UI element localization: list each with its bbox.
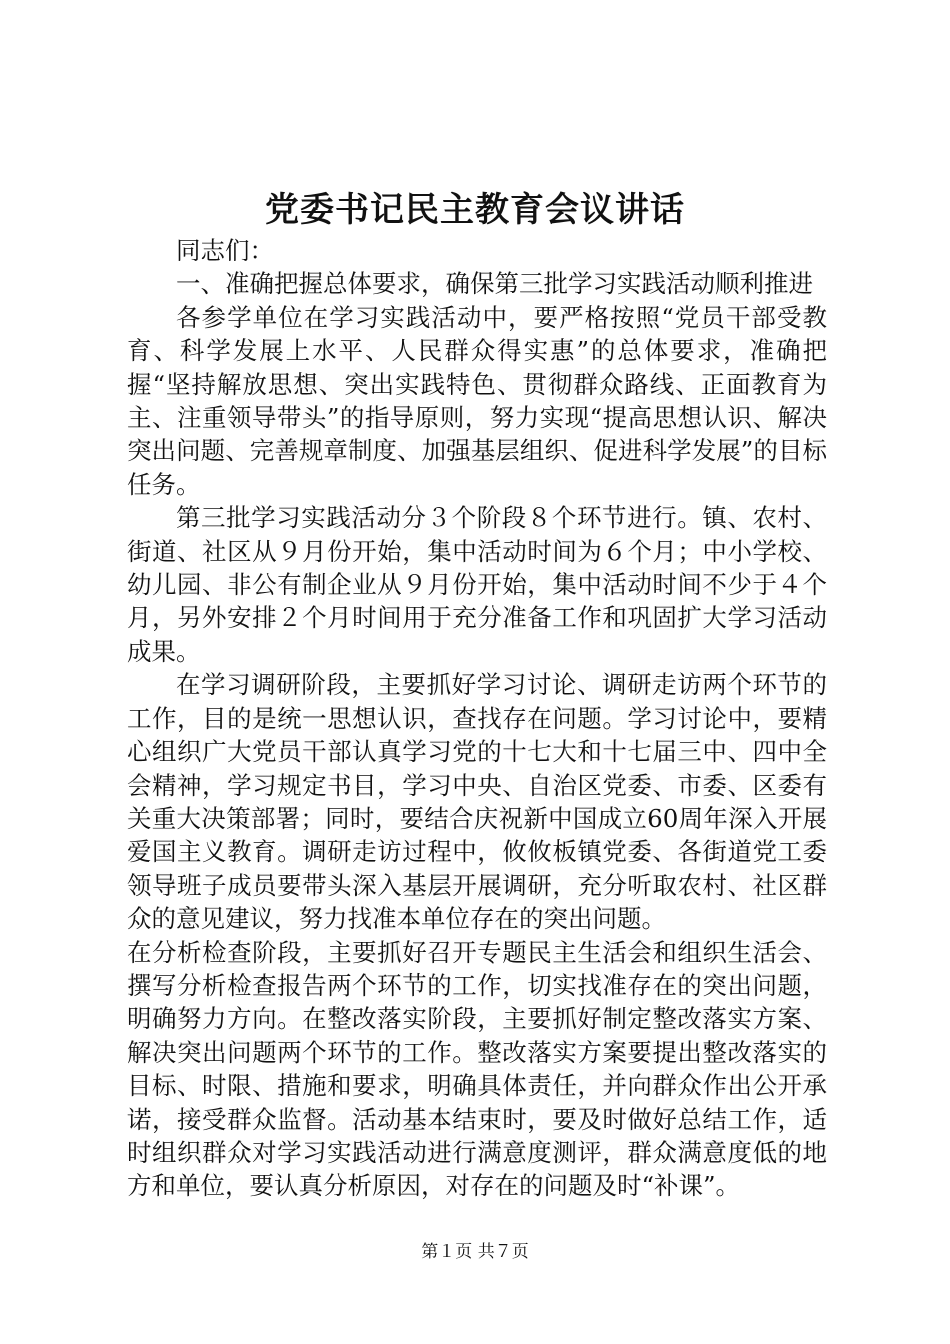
document-body <box>127 234 827 1203</box>
paragraph-4: 在分析检查阶段，主要抓好召开专题民主生活会和组织生活会、撰写分析检查报告两个环节的工作，切实找准存在的突出问题，明确努力方向。在整改落实阶段，主要抓好制定整改落实方案、解决突出问题两个环节的工作。整改落实方案要提出整改落实的目标、时限、措施和要求，明确具体责任，并向群众作出公开承诺，接受群众监督。活动基本结束时，要及时做好总结工作，适时组织群众对学习实践活动进行满意度测评，群众满意度低的地方和单位，要认真分析原因，对存在的问题及时“补课”。 <box>127 937 827 1201</box>
section-heading-1: 一、准确把握总体要求，确保第三批学习实践活动顺利推进 <box>176 269 813 299</box>
paragraph-1: 各参学单位在学习实践活动中，要严格按照“党员干部受教育、科学发展上水平、人民群众得实惠”的总体要求，准确把握“坚持解放思想、突出实践特色、贯彻群众路线、正面教育为主、注重领导带头”的指导原则，努力实现“提高思想认识、解决突出问题、完善规章制度、加强基层组织、促进科学发展”的目标任务。 <box>127 302 827 499</box>
page-number-footer: 第１页 共７页 <box>421 1242 529 1262</box>
paragraph-2: 第三批学习实践活动分３个阶段８个环节进行。镇、农村、街道、社区从９月份开始，集中活动时间为６个月；中小学校、幼儿园、非公有制企业从９月份开始，集中活动时间不少于４个月，另外安排２个月时间用于充分准备工作和巩固扩大学习活动成果。 <box>127 503 827 666</box>
salutation: 同志们： <box>176 236 274 265</box>
document-title: 党委书记民主教育会议讲话 <box>265 190 685 230</box>
paragraph-3: 在学习调研阶段，主要抓好学习讨论、调研走访两个环节的工作，目的是统一思想认识，查找存在问题。学习讨论中，要精心组织广大党员干部认真学习党的十七大和十七届三中、四中全会精神，学习规定书目，学习中央、自治区党委、市委、区委有关重大决策部署；同时，要结合庆祝新中国成立60周年深入开展爱国主义教育。调研走访过程中，攸攸板镇党委、各街道党工委领导班子成员要带头深入基层开展调研，充分听取农村、社区群众的意见建议，努力找准本单位存在的突出问题。 <box>127 670 827 934</box>
